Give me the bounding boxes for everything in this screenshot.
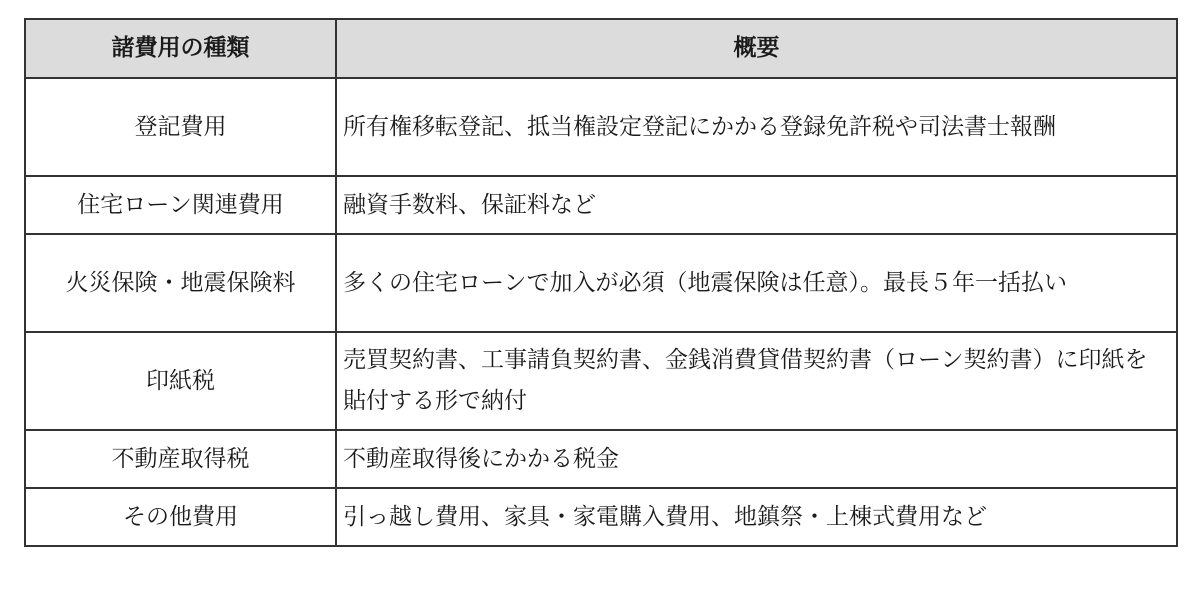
table-row (25, 78, 1177, 176)
cost-type-cell: 印紙税 (25, 332, 336, 430)
table-row (25, 234, 1177, 332)
cost-table-container (24, 18, 1176, 547)
summary-cell: 引っ越し費用、家具・家電購入費用、地鎮祭・上棟式費用など (336, 488, 1177, 546)
summary-cell: 売買契約書、工事請負契約書、金銭消費貸借契約書（ローン契約書）に印紙を貼付する形で納付 (336, 332, 1177, 430)
cost-table (24, 18, 1178, 547)
header-cost-type: 諸費用の種類 (25, 19, 336, 78)
table-row (25, 430, 1177, 488)
table-row (25, 488, 1177, 546)
cost-type-cell: その他費用 (25, 488, 336, 546)
summary-cell: 融資手数料、保証料など (336, 176, 1177, 234)
summary-cell: 所有権移転登記、抵当権設定登記にかかる登録免許税や司法書士報酬 (336, 78, 1177, 176)
header-summary: 概要 (336, 19, 1177, 78)
cost-type-cell: 火災保険・地震保険料 (25, 234, 336, 332)
table-header-row (25, 19, 1177, 78)
cost-type-cell: 不動産取得税 (25, 430, 336, 488)
cost-type-cell: 登記費用 (25, 78, 336, 176)
summary-cell: 多くの住宅ローンで加入が必須（地震保険は任意）。最長５年一括払い (336, 234, 1177, 332)
table-row (25, 176, 1177, 234)
cost-type-cell: 住宅ローン関連費用 (25, 176, 336, 234)
table-row (25, 332, 1177, 430)
summary-cell: 不動産取得後にかかる税金 (336, 430, 1177, 488)
